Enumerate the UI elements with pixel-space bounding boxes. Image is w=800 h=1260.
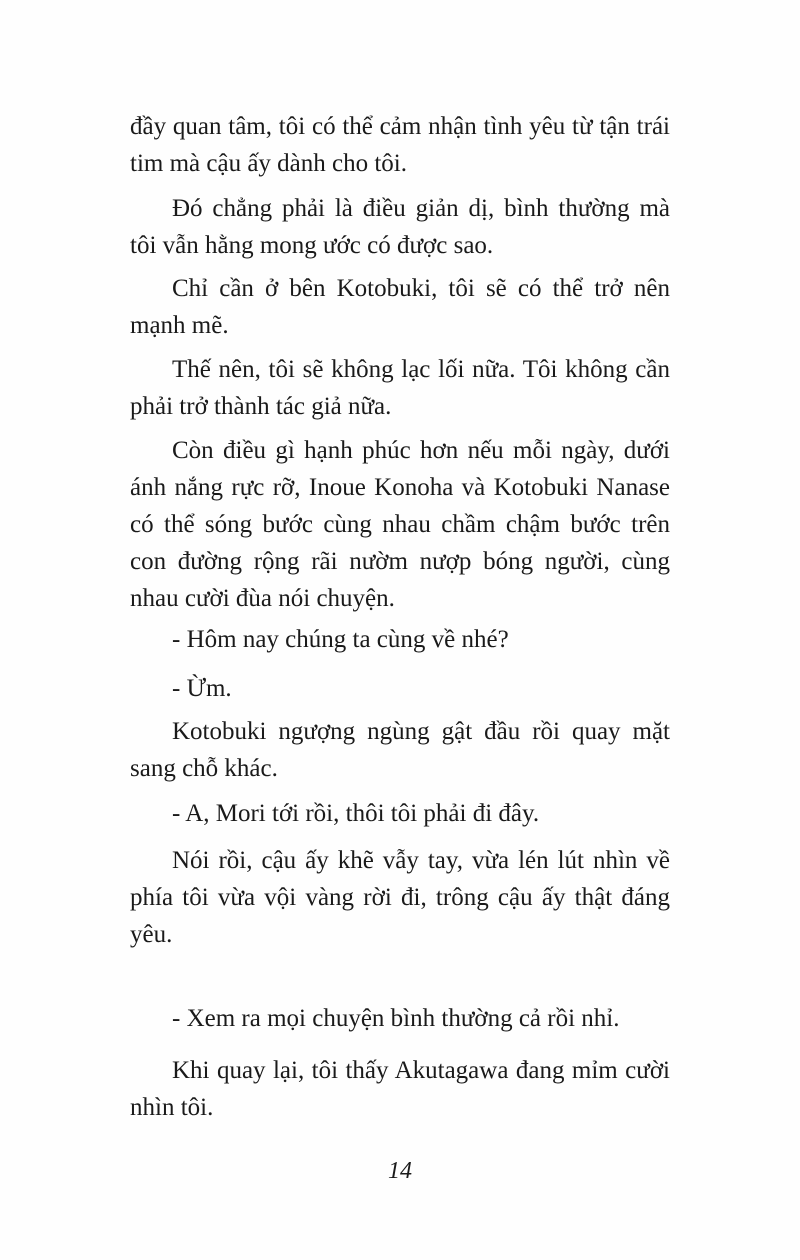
paragraph-5: Còn điều gì hạnh phúc hơn nếu mỗi ngày, dưới ánh nắng rực rỡ, Inoue Konoha và Kotobuki Nanase có thể sóng bước cùng nhau chầm chậm bước trên con đường rộng rãi nườm nượp bóng người, cùng nhau cười đùa nói chuyện. [130,437,670,612]
paragraph-3: Chỉ cần ở bên Kotobuki, tôi sẽ có thể trở nên mạnh mẽ. [130,275,670,339]
dialogue-1: - Hôm nay chúng ta cùng về nhé? [172,626,509,653]
paragraph-4: Thế nên, tôi sẽ không lạc lối nữa. Tôi không cần phải trở thành tác giả nữa. [130,356,670,420]
dialogue-3: - A, Mori tới rồi, thôi tôi phải đi đây. [172,800,540,827]
paragraph-7: Nói rồi, cậu ấy khẽ vẫy tay, vừa lén lút nhìn về phía tôi vừa vội vàng rời đi, trông cậu ấy thật đáng yêu. [130,847,670,948]
paragraph-1: đầy quan tâm, tôi có thể cảm nhận tình yêu từ tận trái tim mà cậu ấy dành cho tôi. [130,113,670,177]
dialogue-4: - Xem ra mọi chuyện bình thường cả rồi nhỉ. [172,1005,620,1032]
page-number: 14 [388,1158,412,1184]
paragraph-8: Khi quay lại, tôi thấy Akutagawa đang mỉm cười nhìn tôi. [130,1057,670,1121]
dialogue-2: - Ừm. [172,675,232,702]
paragraph-6: Kotobuki ngượng ngùng gật đầu rồi quay mặt sang chỗ khác. [130,718,670,782]
paragraph-2: Đó chẳng phải là điều giản dị, bình thường mà tôi vẫn hằng mong ước có được sao. [130,195,670,259]
